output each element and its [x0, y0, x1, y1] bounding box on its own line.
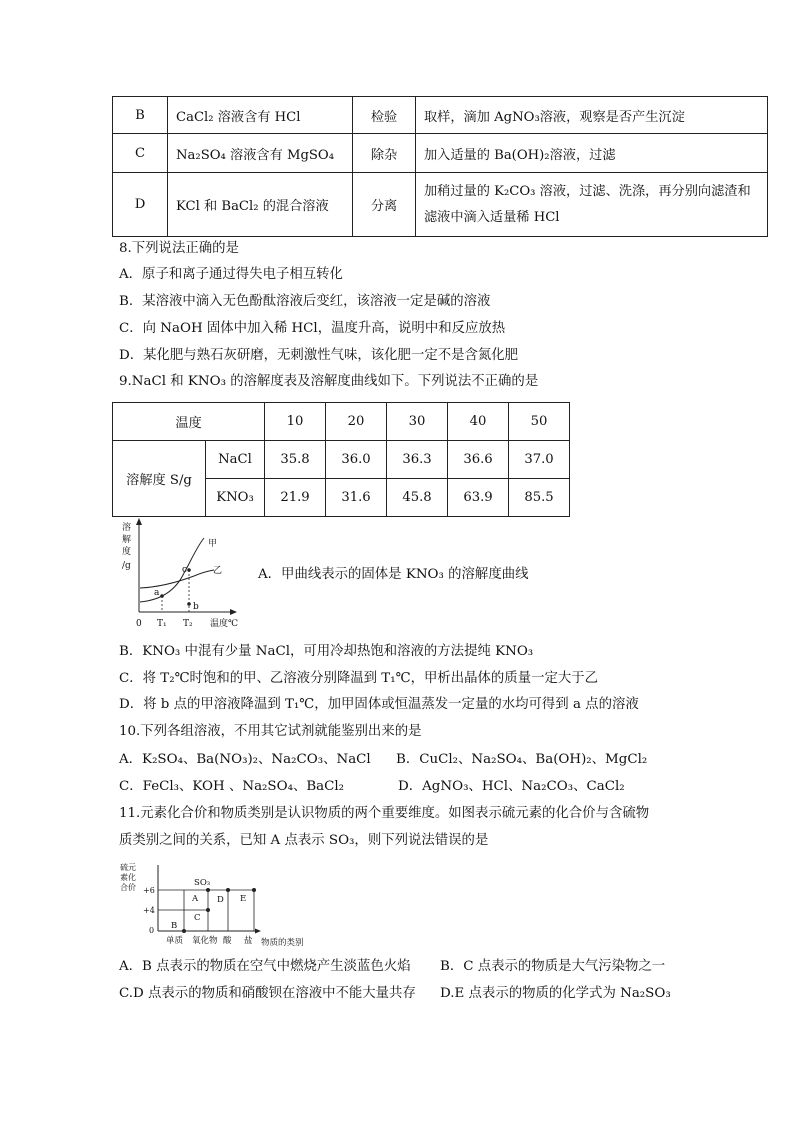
row-method: 取样，滴加 AgNO₃溶液，观察是否产生沉淀	[416, 97, 768, 134]
kno3-cell: 31.6	[326, 479, 387, 517]
solubility-curve-graph	[116, 518, 252, 630]
q11-option-a: A．B 点表示的物质在空气中燃烧产生淡蓝色火焰	[119, 959, 411, 974]
point-c	[187, 568, 191, 572]
temp-cell: 10	[265, 403, 326, 441]
x-axis-arrow	[255, 929, 261, 934]
solubility-table	[112, 402, 570, 517]
label-c: c	[182, 565, 188, 575]
row-method-line2: 滤液中滴入适量稀 HCl	[424, 209, 560, 225]
label-A: A	[192, 894, 199, 904]
point-c-dot	[206, 908, 210, 912]
temp-cell: 20	[326, 403, 387, 441]
row-label: D	[113, 173, 168, 237]
q8-option-d: D．某化肥与熟石灰研磨，无刺激性气味，该化肥一定不是含氮化肥	[119, 348, 519, 363]
graph-ylabel: 解	[122, 535, 132, 545]
q11-stem-line1: 11.元素化合价和物质类别是认识物质的两个重要维度。如图表示硫元素的化合价与含硫物	[119, 806, 650, 821]
tick-zero: 0	[149, 926, 155, 935]
graph-ylabel: 度	[122, 547, 132, 557]
point-a-dot	[206, 888, 210, 892]
row-op: 检验	[353, 97, 416, 134]
q8-option-a: A．原子和离子通过得失电子相互转化	[119, 267, 343, 282]
graph-ylabel: 硫元	[120, 863, 136, 872]
point-b-dot	[182, 929, 186, 933]
temp-cell: 50	[509, 403, 570, 441]
q11-stem-line2: 质类别之间的关系，已知 A 点表示 SO₃，则下列说法错误的是	[119, 833, 489, 848]
cat-element: 单质	[166, 936, 184, 946]
graph-ylabel: 素化	[120, 873, 136, 882]
graph-ylabel: 溶	[122, 523, 132, 533]
kno3-cell: 85.5	[509, 479, 570, 517]
row-label: B	[113, 97, 168, 134]
row-desc: KCl 和 BaCl₂ 的混合溶液	[168, 173, 353, 237]
cat-acid: 酸	[223, 936, 232, 946]
point-e-dot	[252, 888, 256, 892]
kno3-label: KNO₃	[206, 479, 265, 517]
label-B: B	[171, 921, 178, 931]
q10-option-b: B．CuCl₂、Na₂SO₄、Ba(OH)₂、MgCl₂	[396, 752, 648, 767]
label-t1: T₁	[157, 619, 167, 629]
q9-stem: 9.NaCl 和 KNO₃ 的溶解度表及溶解度曲线如下。下列说法不正确的是	[119, 374, 539, 389]
experiment-table	[112, 96, 768, 237]
q10-option-c: C．FeCl₃、KOH 、Na₂SO₄、BaCl₂	[119, 779, 345, 794]
label-xaxis: 物质的类别	[261, 938, 304, 948]
label-so3: SO₃	[194, 878, 211, 888]
label-E: E	[240, 894, 247, 904]
row-method-line1: 加稍过量的 K₂CO₃ 溶液，过滤、洗涤，再分别向滤渣和	[424, 183, 751, 199]
nacl-cell: 37.0	[509, 441, 570, 479]
nacl-cell: 35.8	[265, 441, 326, 479]
curve-jia	[140, 538, 204, 602]
cat-salt: 盐	[244, 936, 253, 946]
row-desc: Na₂SO₄ 溶液含有 MgSO₄	[168, 134, 353, 173]
row-method	[416, 173, 768, 237]
nacl-cell: 36.6	[448, 441, 509, 479]
label-a: a	[154, 588, 160, 598]
label-yi: 乙	[213, 566, 223, 576]
label-b: b	[193, 602, 199, 612]
graph-ylabel: 合价	[120, 883, 136, 892]
label-t2: T₂	[183, 619, 193, 629]
row-op: 除杂	[353, 134, 416, 173]
q9-option-d: D．将 b 点的甲溶液降温到 T₁℃，加甲固体或恒温蒸发一定量的水均可得到 a 点的溶液	[119, 697, 639, 712]
temp-header: 温度	[113, 403, 265, 441]
solubility-label: 溶解度 S/g	[113, 441, 206, 517]
label-jia: 甲	[208, 539, 218, 549]
kno3-cell: 45.8	[387, 479, 448, 517]
temp-cell: 40	[448, 403, 509, 441]
point-a	[160, 594, 164, 598]
q8-option-b: B．某溶液中滴入无色酚酞溶液后变红，该溶液一定是碱的溶液	[119, 294, 491, 309]
graph-ylabel: /g	[122, 561, 131, 571]
nacl-cell: 36.0	[326, 441, 387, 479]
nacl-cell: 36.3	[387, 441, 448, 479]
nacl-label: NaCl	[206, 441, 265, 479]
q9-option-b: B．KNO₃ 中混有少量 NaCl，可用冷却热饱和溶液的方法提纯 KNO₃	[119, 644, 534, 659]
q11-option-c: C.D 点表示的物质和硝酸钡在溶液中不能大量共存	[119, 986, 416, 1001]
y-axis-arrow	[136, 518, 142, 525]
q11-option-d: D.E 点表示的物质的化学式为 Na₂SO₃	[440, 986, 671, 1001]
row-method: 加入适量的 Ba(OH)₂溶液，过滤	[416, 134, 768, 173]
cat-oxide: 氧化物	[192, 936, 218, 946]
label-D: D	[217, 895, 224, 905]
q11-option-b: B．C 点表示的物质是大气污染物之一	[440, 959, 666, 974]
row-label: C	[113, 134, 168, 173]
row-op: 分离	[353, 173, 416, 237]
x-axis-arrow	[230, 609, 237, 615]
point-b	[187, 602, 191, 606]
label-C: C	[194, 913, 201, 923]
curve-yi	[140, 570, 214, 588]
q10-option-d: D．AgNO₃、HCl、Na₂CO₃、CaCl₂	[398, 779, 625, 794]
label-xaxis: 温度℃	[210, 619, 239, 629]
q10-option-a: A．K₂SO₄、Ba(NO₃)₂、Na₂CO₃、NaCl	[119, 752, 371, 767]
kno3-cell: 21.9	[265, 479, 326, 517]
point-d-dot	[226, 888, 230, 892]
label-origin: 0	[136, 619, 142, 629]
q9-option-a: A．甲曲线表示的固体是 KNO₃ 的溶解度曲线	[258, 567, 529, 582]
sulfur-valence-graph	[118, 860, 314, 950]
q8-stem: 8.下列说法正确的是	[119, 241, 239, 256]
kno3-cell: 63.9	[448, 479, 509, 517]
temp-cell: 30	[387, 403, 448, 441]
q8-option-c: C．向 NaOH 固体中加入稀 HCl，温度升高，说明中和反应放热	[119, 321, 506, 336]
q9-option-c: C．将 T₂℃时饱和的甲、乙溶液分别降温到 T₁℃，甲析出晶体的质量一定大于乙	[119, 671, 599, 686]
tick-plus6: +6	[143, 886, 155, 895]
tick-plus4: +4	[143, 906, 155, 915]
row-desc: CaCl₂ 溶液含有 HCl	[168, 97, 353, 134]
q10-stem: 10.下列各组溶液，不用其它试剂就能鉴别出来的是	[119, 724, 422, 739]
